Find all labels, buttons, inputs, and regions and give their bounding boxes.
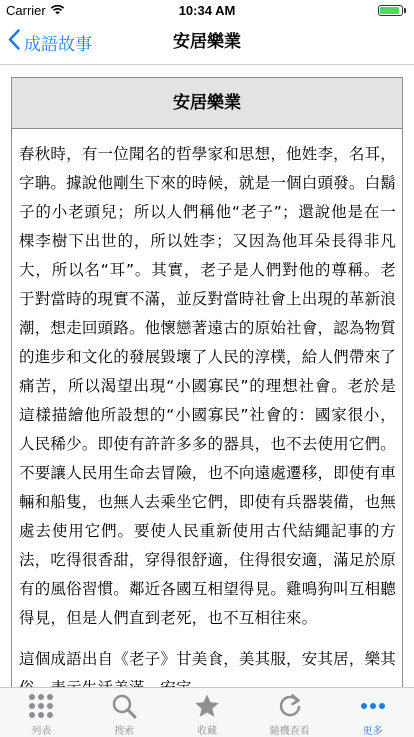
tab-more[interactable] [331, 688, 414, 737]
status-time: 10:34 AM [178, 3, 236, 18]
star-icon [193, 692, 221, 720]
tab-more-label: 更多 [362, 726, 383, 737]
back-label: 成語故事 [24, 34, 92, 55]
status-bar [0, 0, 414, 20]
tab-search[interactable] [83, 688, 166, 737]
story-title: 安居樂業 [12, 78, 402, 129]
tab-favorites[interactable] [166, 688, 249, 737]
tab-list[interactable] [0, 688, 83, 737]
tab-bar [0, 687, 414, 737]
more-icon [359, 692, 387, 720]
story-scroll-view[interactable] [0, 65, 414, 687]
search-icon [110, 692, 138, 720]
tab-search-label: 搜索 [114, 726, 135, 737]
tab-random[interactable] [248, 688, 331, 737]
battery-fill [380, 7, 399, 14]
story-paragraph: 春秋時，有一位聞名的哲學家和思想，他姓李，名耳，字聃。據說他剛生下來的時候，就是一個白頭發。白鬍子的小老頭兒；所以人們稱他“老子”；還說他是在一棵李樹下出世的，所以姓李；又因為他耳朵長得非凡大，所以名“耳”。其實，老子是人們對他的尊稱。老于對當時的現實不滿，並反對當時社會上出現的革新浪潮，想走回頭路。他懷戀著遠古的原始社會，認為物質的進步和文化的發展毀壞了人民的淳樸，給人們帶來了痛苦，所以渴望出現“小國寡民”的理想社會。老於是這樣描繪他所設想的“小國寡民”社會的：國家很小，人民稀少。即使有許許多多的器具，也不去使用它們。不要讓人民用生命去冒險，也不向遠處遷移，即使有車輛和船隻，也無人去乘坐它們，即使有兵器裝備，也無處去使用它們。要使人民重新使用古代結繩記事的方法，吃得很香甜，穿得很舒適，住得很安適，滿足於原有的風俗習慣。鄰近各國互相望得見。雞鳴狗叫互相聽得見，但是人們直到老死，也不互相往來。 [19, 145, 396, 627]
tab-list-label: 列表 [31, 726, 52, 737]
page-title: 安居樂業 [173, 32, 241, 52]
refresh-icon [276, 692, 304, 720]
story-body [12, 129, 402, 703]
tab-favorites-label: 收藏 [196, 726, 217, 737]
carrier-label: Carrier [6, 3, 46, 18]
battery-icon [378, 5, 408, 16]
story-card [11, 77, 403, 717]
story-paragraph: 這個成語出自《老子》甘美食，美其服，安其居，樂其 [19, 650, 396, 668]
navigation-bar [0, 20, 414, 65]
tab-random-label: 隨機查看 [269, 726, 310, 737]
battery-nub [404, 8, 406, 13]
grid-icon [27, 692, 55, 720]
